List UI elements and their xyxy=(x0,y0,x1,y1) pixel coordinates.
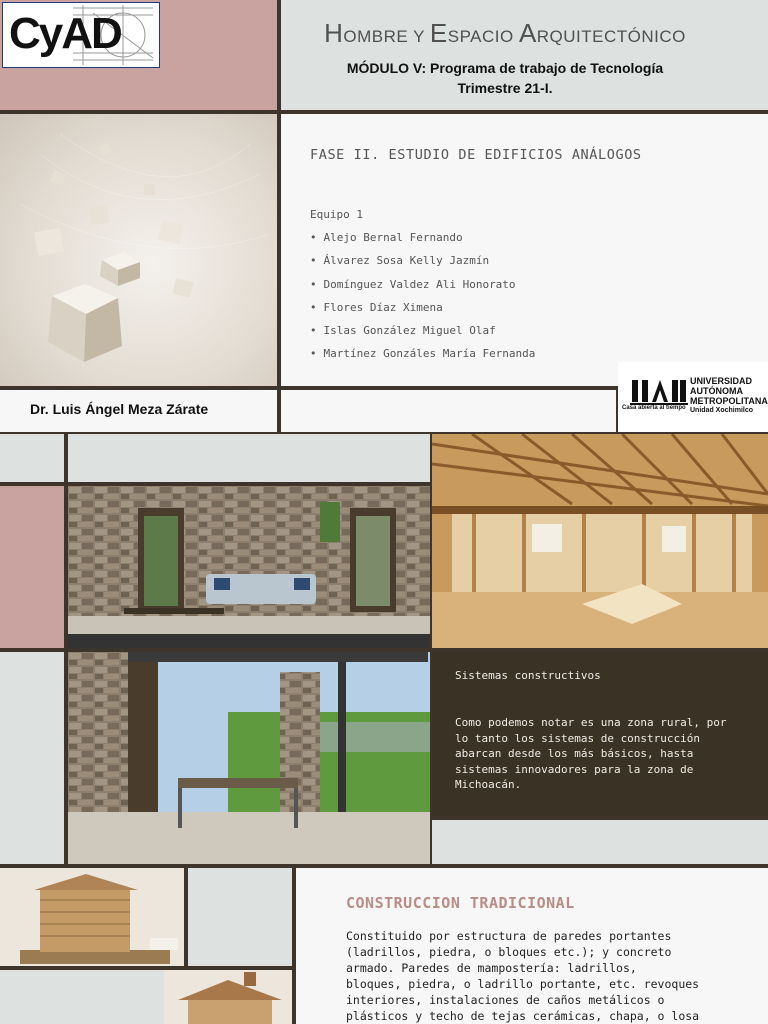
deco-panel xyxy=(432,820,768,864)
uam-logo-mark xyxy=(622,376,692,420)
cyad-logo-text: CyAD xyxy=(9,9,121,58)
uam-unit: Unidad Xochimilco xyxy=(690,407,754,414)
list-item: • Álvarez Sosa Kelly Jazmín xyxy=(310,253,535,276)
brick-model-image xyxy=(0,868,184,966)
text-line: plásticos y techo de tejas cerámicas, chapa, o losa xyxy=(346,1009,700,1023)
blank-panel xyxy=(281,390,616,432)
list-item: • Domínguez Valdez Ali Honorato xyxy=(310,277,535,300)
pergola-image xyxy=(68,652,430,864)
list-item: • Martínez Gonzáles María Fernanda xyxy=(310,346,535,369)
term-label: Trimestre 21-I. xyxy=(457,80,553,96)
uam-name-2: AUTÓNOMA xyxy=(690,386,743,396)
text-line: Michoacán. xyxy=(455,778,522,791)
subtitle xyxy=(280,58,730,98)
page-title: HOMBRE Y ESPACIO ARQUITECTÓNICO xyxy=(324,18,686,48)
timber-frame-image xyxy=(432,434,768,648)
phase-title: FASE II. ESTUDIO DE EDIFICIOS ANÁLOGOS xyxy=(310,147,642,163)
deco-panel xyxy=(188,868,292,966)
list-item: • Flores Díaz Ximena xyxy=(310,300,535,323)
professor-name: Dr. Luis Ángel Meza Zárate xyxy=(30,401,209,417)
stone-patio-image xyxy=(68,486,430,648)
traditional-body xyxy=(346,928,746,1024)
uam-name-3: METROPOLITANA xyxy=(690,396,768,406)
timber-frame-graphic xyxy=(432,434,768,648)
team-members-list xyxy=(310,230,535,370)
list-item: • Islas González Miguel Olaf xyxy=(310,323,535,346)
text-line: interiores, instalaciones de caños metálicos o xyxy=(346,993,665,1007)
uam-slogan: Casa abierta al tiempo xyxy=(622,405,686,411)
deco-panel xyxy=(0,434,64,482)
deco-panel xyxy=(68,434,430,482)
text-line: armado. Paredes de mampostería: ladrillos, xyxy=(346,961,637,975)
text-line: (ladrillos, piedra, o bloques etc.); y concreto xyxy=(346,945,672,959)
module-title: MÓDULO V: Programa de trabajo de Tecnología xyxy=(346,60,664,76)
text-line: abarcan desde los más básicos, hasta xyxy=(455,747,694,760)
deco-panel xyxy=(0,970,164,1024)
stone-patio-graphic xyxy=(68,486,430,648)
cubes-image xyxy=(0,114,277,386)
list-item: • Alejo Bernal Fernando xyxy=(310,230,535,253)
deco-panel xyxy=(0,652,64,864)
text-line: Como podemos notar es una zona rural, por xyxy=(455,716,727,729)
text-line: sistemas innovadores para la zona de xyxy=(455,762,694,776)
text-line: lo tanto los sistemas de construcción xyxy=(455,731,701,745)
text-line: bloques, piedra, o ladrillo portante, etc. revoques xyxy=(346,977,700,991)
text-line: Constituido por estructura de paredes portantes xyxy=(346,929,672,943)
cubes-graphic xyxy=(0,114,277,386)
logo-panel xyxy=(0,0,277,110)
team-label: Equipo 1 xyxy=(310,208,363,221)
uam-logo xyxy=(618,362,768,432)
uam-name-1: UNIVERSIDAD xyxy=(690,376,753,386)
roof-model-graphic xyxy=(164,970,292,1024)
traditional-title: CONSTRUCCION TRADICIONAL xyxy=(346,894,575,912)
systems-title: Sistemas constructivos xyxy=(455,669,601,682)
systems-body xyxy=(455,715,755,793)
pergola-graphic xyxy=(68,652,430,864)
roof-model-image xyxy=(164,970,292,1024)
brick-model-graphic xyxy=(0,868,184,966)
cyad-logo xyxy=(2,2,160,68)
deco-panel xyxy=(0,486,64,648)
